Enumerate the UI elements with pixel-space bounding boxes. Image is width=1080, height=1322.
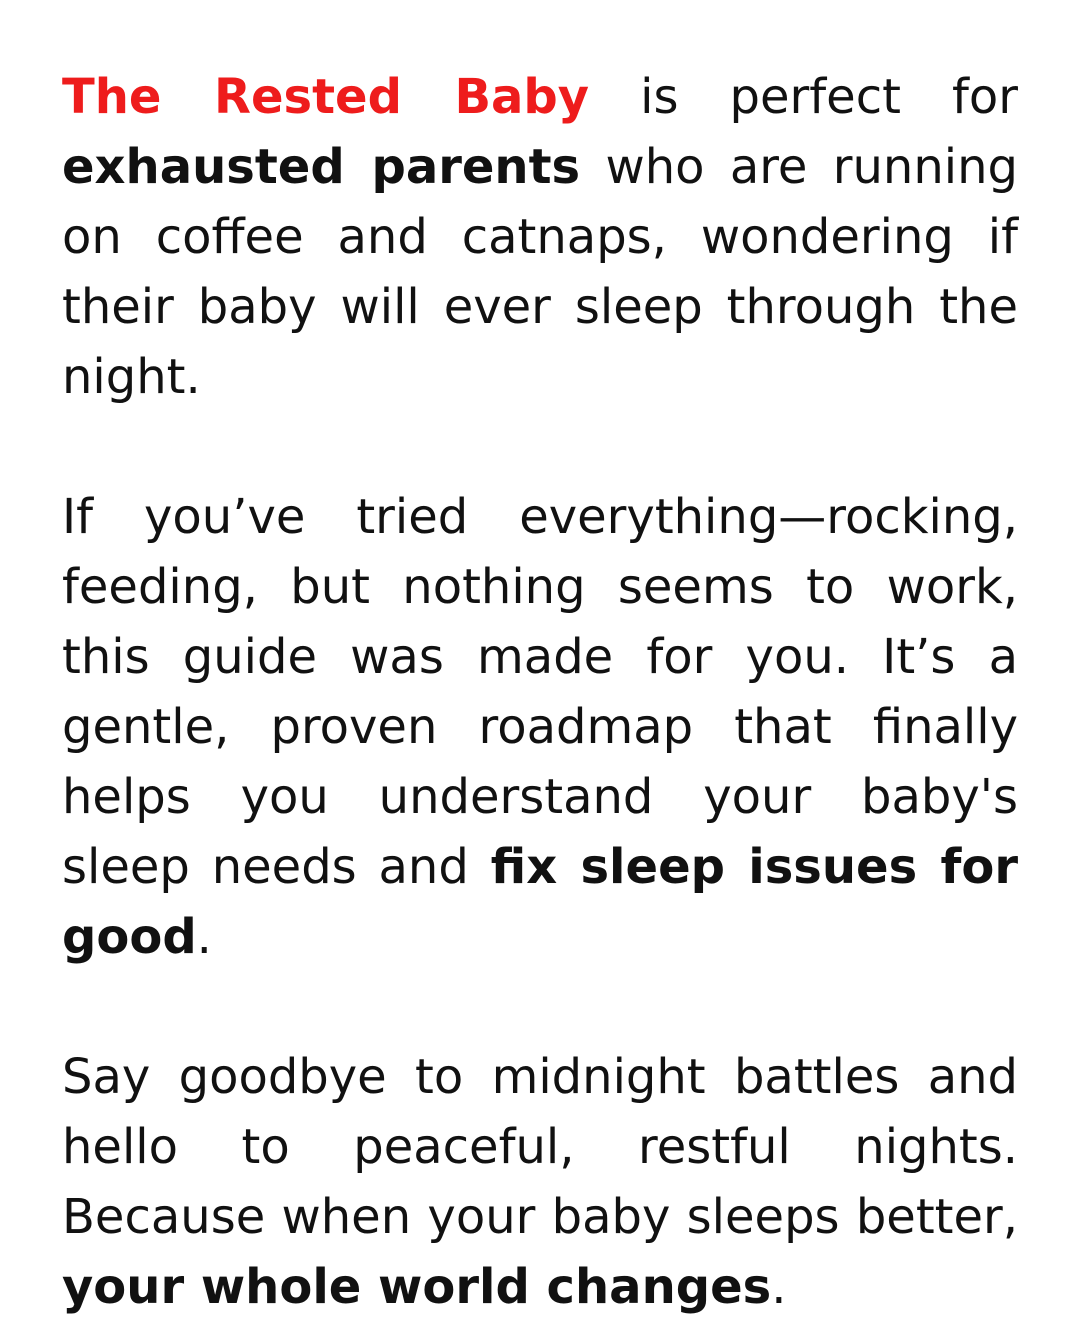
paragraph-guide xyxy=(62,482,1018,972)
text-segment: who are running on coffee and catnaps, wondering if their baby will ever sleep through the night. xyxy=(62,139,1018,405)
emphasis-text: exhausted parents xyxy=(62,139,581,195)
text-segment: Say goodbye to midnight battles and hello to peaceful, restful nights. Because when your baby sleeps better, xyxy=(62,1049,1018,1245)
emphasis-text: fix sleep issues for good xyxy=(62,839,1018,965)
product-name: The Rested Baby xyxy=(62,69,590,125)
text-segment: If you’ve tried everything—rocking, feeding, but nothing seems to work, this guide was made for you. It’s a gentle, proven roadmap that finally helps you understand your baby's sleep needs and xyxy=(62,489,1018,895)
text-segment: . xyxy=(771,1259,787,1315)
paragraph-closing xyxy=(62,1042,1018,1322)
text-segment: . xyxy=(196,909,212,965)
text-segment: is perfect for xyxy=(589,69,1018,125)
emphasis-text: your whole world changes xyxy=(62,1259,772,1315)
paragraph-intro xyxy=(62,62,1018,412)
